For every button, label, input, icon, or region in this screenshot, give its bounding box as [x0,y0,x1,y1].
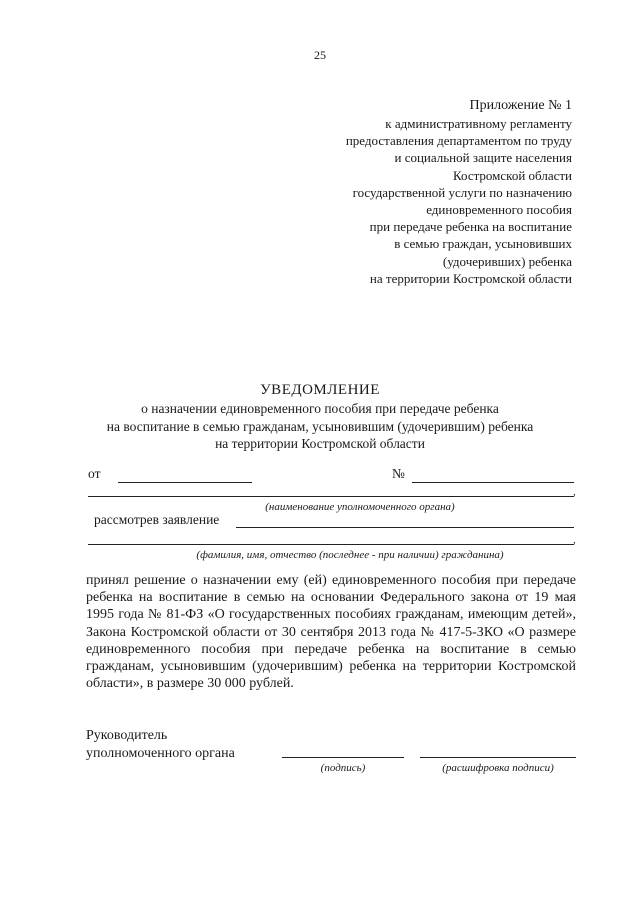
date-field-line[interactable] [118,482,252,483]
notice-title: УВЕДОМЛЕНИЕ [260,382,380,398]
appendix-title: Приложение № 1 [469,98,572,113]
considered-label: рассмотрев заявление [94,512,220,527]
decoding-caption: (расшифровка подписи) [442,762,554,774]
notice-heading [0,380,640,453]
citizen-caption: (фамилия, имя, отчество (последнее - при наличии) гражданина) [196,549,504,561]
page-number: 25 [314,48,326,62]
signature-caption: (подпись) [320,762,366,774]
signatory-line: Руководитель [86,728,168,743]
appendix-line: на территории Костромской области [369,270,572,286]
number-field-line[interactable] [412,482,574,483]
appendix-line: государственной услуги по назначению [352,184,572,200]
signature-field-line[interactable] [282,757,404,758]
authority-caption: (наименование уполномоченного органа) [265,501,455,513]
decision-text: принял решение о назначении ему (ей) единовременного пособия при передаче ребенка на воспитание в семью на основании Федерального закона от 19 мая 1995 года № 81-ФЗ «О государственных пособиях гражданам, имеющим детей», Закона Костромской области от 30 сентября 2013 года № 417-5-ЗКО «О размере единовременного пособия при передаче ребенка на воспитание в семью гражданам, усыновившим (удочерившим) ребенка на территории Костромской области», в размере 30 000 рублей. [86,573,576,692]
signatory-line: уполномоченного органа [86,746,235,761]
authority-field-line[interactable] [88,496,574,497]
application-field-line[interactable] [236,527,574,528]
comma: , [573,534,576,546]
notice-subtitle-line: о назначении единовременного пособия при передаче ребенка [141,401,499,416]
appendix-line: при передаче ребенка на воспитание [369,219,572,235]
citizen-field-line[interactable] [88,544,574,545]
notice-subtitle-line: на территории Костромской области [215,436,425,451]
appendix-line: предоставления департаментом по труду [345,133,572,149]
appendix-header [346,96,572,287]
appendix-line: в семью граждан, усыновивших [394,236,572,252]
appendix-line: (удочеривших) ребенка [442,253,572,269]
appendix-line: единовременного пособия [426,202,572,218]
appendix-line: Костромской области [452,167,572,183]
number-label: № [392,466,405,481]
from-label: от [88,466,101,481]
comma: , [573,486,576,498]
appendix-line: и социальной защите населения [394,150,572,166]
signatory-title [86,727,235,763]
decoding-field-line[interactable] [420,757,576,758]
notice-subtitle-line: на воспитание в семью гражданам, усыновившим (удочерившим) ребенка [106,418,534,434]
appendix-line: к административному регламенту [385,116,572,131]
